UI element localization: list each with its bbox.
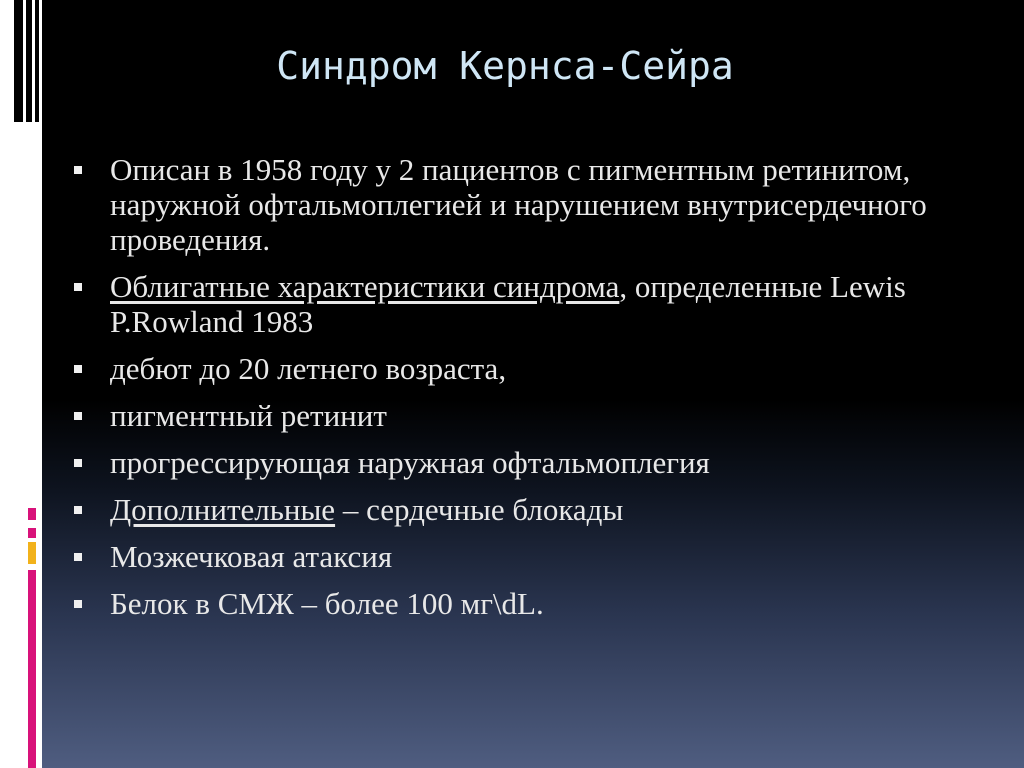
bullet-text: дебют до 20 летнего возраста, xyxy=(110,351,507,386)
decorative-bar xyxy=(35,0,39,122)
bullet-item xyxy=(72,351,1002,386)
bullet-item xyxy=(72,269,1002,339)
bullet-text: прогрессирующая наружная офтальмоплегия xyxy=(110,445,710,480)
accent-bar-magenta xyxy=(28,570,36,768)
bullet-item xyxy=(72,152,1002,257)
bullet-text: – сердечные блокады xyxy=(335,492,624,527)
bullet-text: , определенные Lewis P.Rowland 1983 xyxy=(110,269,906,339)
decorative-bar xyxy=(26,0,32,122)
bullet-item xyxy=(72,492,1002,527)
decorative-color-bars xyxy=(28,508,38,768)
slide xyxy=(42,0,1024,768)
bullet-list xyxy=(72,152,1002,633)
bullet-text: Мозжечковая атаксия xyxy=(110,539,393,574)
accent-bar-magenta xyxy=(28,508,36,520)
square-bullet-icon xyxy=(74,600,82,608)
square-bullet-icon xyxy=(74,166,82,174)
accent-bar-magenta xyxy=(28,528,36,538)
bullet-underlined-text: Дополнительные xyxy=(110,492,336,527)
bullet-text: Белок в СМЖ – более 100 мг\dL. xyxy=(110,586,544,621)
bullet-underlined-text: Облигатные характеристики синдрома xyxy=(110,269,620,304)
slide-title: Синдром Кернса-Сейра xyxy=(276,44,734,88)
decorative-bar xyxy=(14,0,23,122)
bullet-item xyxy=(72,398,1002,433)
square-bullet-icon xyxy=(74,283,82,291)
left-margin-strip xyxy=(0,0,42,768)
bullet-item xyxy=(72,445,1002,480)
square-bullet-icon xyxy=(74,459,82,467)
square-bullet-icon xyxy=(74,553,82,561)
bullet-text: Описан в 1958 году у 2 пациентов с пигментным ретинитом, наружной офтальмоплегией и нарушением внутрисердечного проведения. xyxy=(110,152,927,257)
square-bullet-icon xyxy=(74,506,82,514)
square-bullet-icon xyxy=(74,412,82,420)
bullet-text: пигментный ретинит xyxy=(110,398,387,433)
decorative-bars-top xyxy=(14,0,44,124)
square-bullet-icon xyxy=(74,365,82,373)
accent-bar-yellow xyxy=(28,542,36,564)
bullet-item xyxy=(72,586,1002,621)
bullet-item xyxy=(72,539,1002,574)
